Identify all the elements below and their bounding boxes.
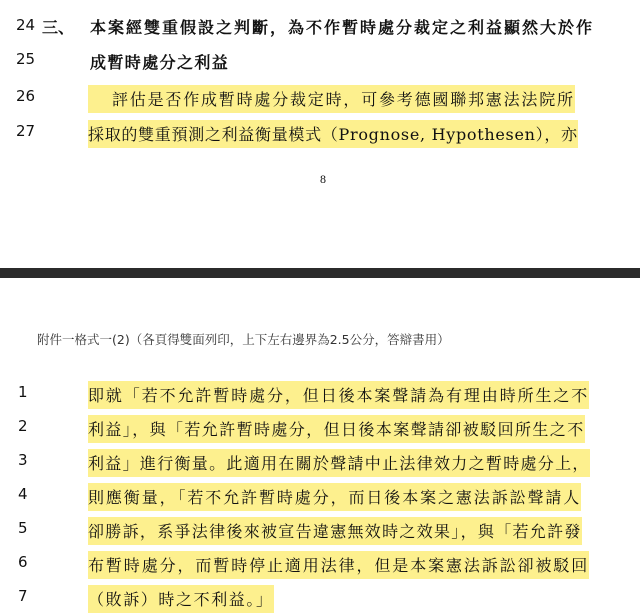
line-number: 1: [18, 383, 28, 401]
highlighted-text-line: 布暫時處分，而暫時停止適用法律，但是本案憲法訴訟卻被駁回: [88, 551, 589, 579]
line-number: 3: [18, 451, 28, 469]
highlighted-text-line: 即就「若不允許暫時處分，但日後本案聲請為有理由時所生之不: [88, 381, 589, 409]
highlighted-text-line: 評估是否作成暫時處分裁定時，可參考德國聯邦憲法法院所: [88, 85, 575, 113]
line-number: 27: [16, 122, 36, 140]
section-heading-line-2: 成暫時處分之利益: [90, 53, 230, 72]
highlighted-text-line: （敗訴）時之不利益。」: [88, 585, 274, 613]
section-marker: 三、: [42, 18, 75, 37]
document-page-top: [0, 0, 640, 268]
document-page-bottom: [0, 278, 640, 615]
line-number: 2: [18, 417, 28, 435]
section-heading-line-1: 本案經雙重假設之判斷，為不作暫時處分裁定之利益顯然大於作: [90, 18, 595, 37]
line-number: 5: [18, 519, 28, 537]
attachment-format-note: 附件一格式一(2)（各頁得雙面列印，上下左右邊界為2.5公分，答辯書用）: [37, 332, 450, 347]
line-number: 7: [18, 587, 28, 605]
page-separator: [0, 268, 640, 278]
highlighted-text-line: 則應衡量，「若不允許暫時處分，而日後本案之憲法訴訟聲請人: [88, 483, 581, 511]
page-number: 8: [320, 172, 326, 186]
line-number: 4: [18, 485, 28, 503]
line-number: 25: [16, 50, 36, 68]
highlighted-text-line: 採取的雙重預測之利益衡量模式（Prognose, Hypothesen），亦: [88, 120, 578, 148]
highlighted-text-line: 利益」進行衡量。此適用在關於聲請中止法律效力之暫時處分上，: [88, 449, 590, 477]
line-number: 24: [16, 16, 36, 34]
line-number: 6: [18, 553, 28, 571]
line-number: 26: [16, 87, 36, 105]
highlighted-text-line: 利益」，與「若允許暫時處分，但日後本案聲請卻被駁回所生之不: [88, 415, 585, 443]
highlighted-text-line: 卻勝訴，系爭法律後來被宣告違憲無效時之效果」，與「若允許發: [88, 517, 582, 545]
